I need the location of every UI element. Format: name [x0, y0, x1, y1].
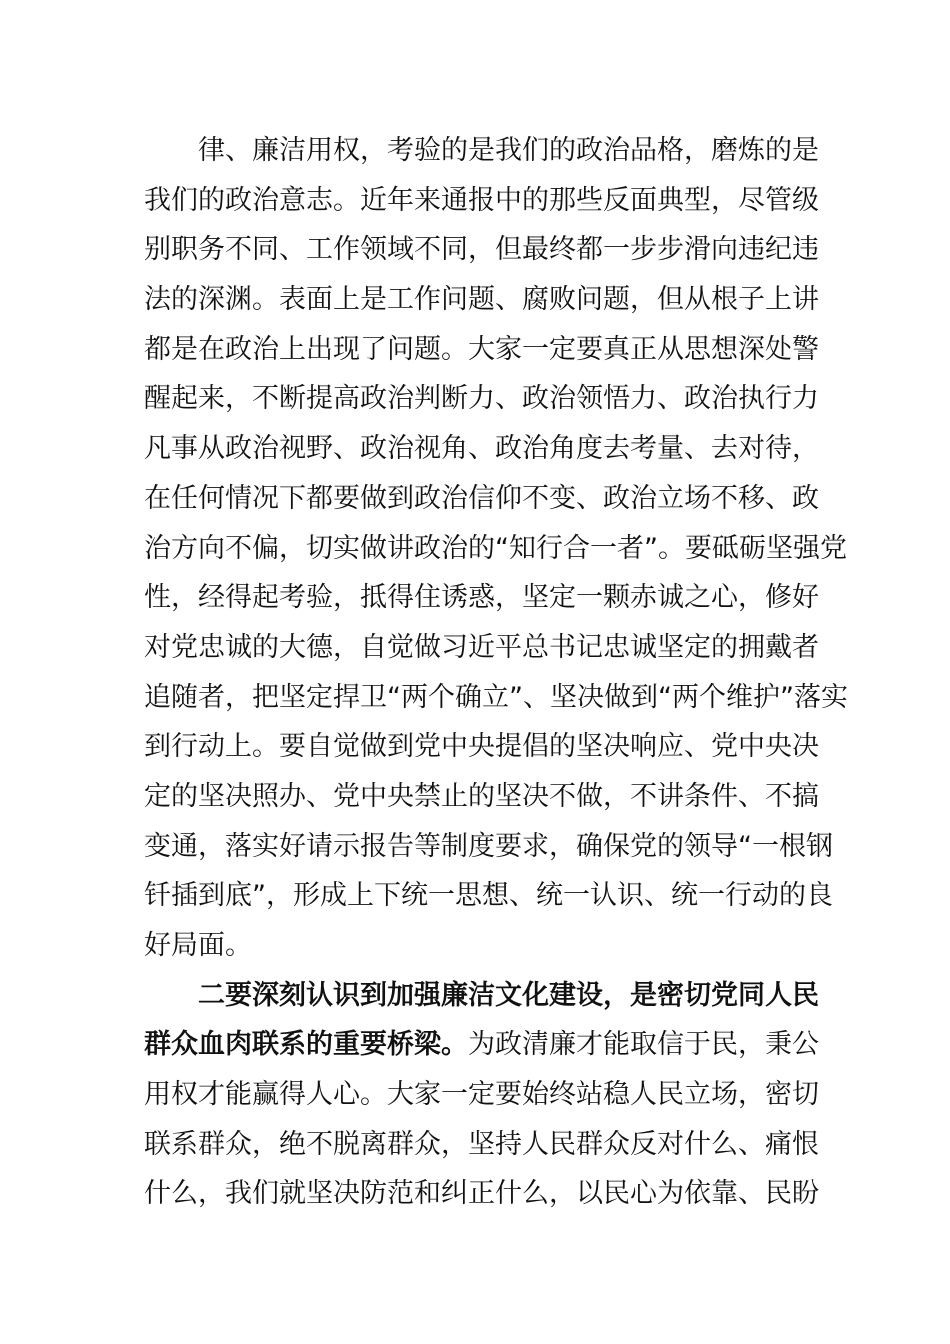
- section-heading-line: 二要深刻认识到加强廉洁文化建设，是密切党同人民: [198, 979, 819, 1011]
- paragraph-1: [144, 126, 848, 971]
- text-line: 我们的政治意志。近年来通报中的那些反面典型，尽管级: [144, 184, 819, 216]
- body-text: [144, 126, 848, 1219]
- text-line: 对党忠诚的大德，自觉做习近平总书记忠诚坚定的拥戴者: [144, 631, 819, 663]
- text-line: 追随者，把坚定捍卫“两个确立”、坚决做到“两个维护”落实: [144, 681, 848, 713]
- text-line: 别职务不同、工作领域不同，但最终都一步步滑向违纪违: [144, 234, 819, 266]
- text-line: 什么，我们就坚决防范和纠正什么，以民心为依靠、民盼: [144, 1178, 819, 1210]
- text-line: 醒起来，不断提高政治判断力、政治领悟力、政治执行力: [144, 383, 819, 415]
- text-line: 在任何情况下都要做到政治信仰不变、政治立场不移、政: [144, 482, 819, 514]
- text-line: 用权才能赢得人心。大家一定要始终站稳人民立场，密切: [144, 1079, 819, 1111]
- text-line: 都是在政治上出现了问题。大家一定要真正从思想深处警: [144, 333, 819, 365]
- text-line: 钎插到底”，形成上下统一思想、统一认识、统一行动的良: [144, 880, 833, 912]
- text-line: 性，经得起考验，抵得住诱惑，坚定一颗赤诚之心，修好: [144, 582, 819, 614]
- text-line: 法的深渊。表面上是工作问题、腐败问题，但从根子上讲: [144, 284, 819, 316]
- text-line: [144, 1020, 819, 1070]
- paragraph-2: [144, 971, 819, 1219]
- text-line: 律、廉洁用权，考验的是我们的政治品格，磨炼的是: [198, 135, 819, 166]
- text-line: 定的坚决照办、党中央禁止的坚决不做，不讲条件、不搞: [144, 780, 819, 812]
- text-line: 联系群众，绝不脱离群众，坚持人民群众反对什么、痛恨: [144, 1128, 819, 1160]
- text-line: 变通，落实好请示报告等制度要求，确保党的领导“一根钢: [144, 830, 833, 862]
- text-line: 治方向不偏，切实做讲政治的“知行合一者”。要砥砺坚强党: [144, 532, 847, 564]
- section-heading-end: 群众血肉联系的重要桥梁。: [144, 1029, 468, 1061]
- text-span: 为政清廉才能取信于民，秉公: [468, 1029, 819, 1061]
- text-line: 到行动上。要自觉做到党中央提倡的坚决响应、党中央决: [144, 731, 819, 763]
- text-line: 凡事从政治视野、政治视角、政治角度去考量、去对待，: [144, 433, 819, 465]
- text-line: 好局面。: [144, 930, 252, 961]
